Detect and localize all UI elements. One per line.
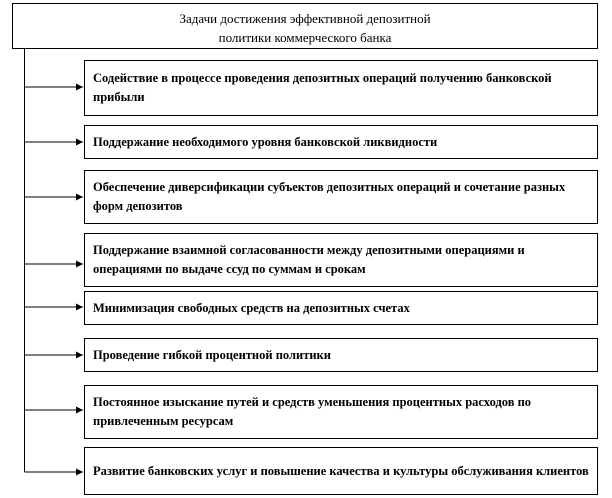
- task-box-free-funds: [84, 291, 598, 325]
- task-text-free-funds: Минимизация свободных средств на депозитных счетах: [93, 300, 410, 315]
- task-box-expense-reduction: [84, 385, 598, 439]
- diagram-title-line-2: политики коммерческого банка: [218, 30, 392, 45]
- task-box-interest-policy: [84, 338, 598, 372]
- task-text-interest-policy: Проведение гибкой процентной политики: [93, 347, 331, 362]
- task-box-diversification: [84, 170, 598, 224]
- diagram-title-line-1: Задачи достижения эффективной депозитной: [179, 11, 431, 26]
- task-box-profit: [84, 60, 598, 116]
- task-text-liquidity: Поддержание необходимого уровня банковской ликвидности: [93, 134, 438, 149]
- task-box-service-development: [84, 447, 598, 495]
- task-text-service-development: Развитие банковских услуг и повышение качества и культуры обслуживания клиентов: [93, 463, 589, 478]
- task-text-profit: Содействие в процессе проведения депозитных операций получению банковской прибыли: [93, 71, 552, 104]
- task-text-diversification: Обеспечение диверсификации субъектов депозитных операций и сочетание разных форм депозитов: [93, 180, 566, 213]
- task-text-expense-reduction: Постоянное изыскание путей и средств уменьшения процентных расходов по привлеченным ресурсам: [93, 395, 532, 428]
- task-box-coordination: [84, 233, 598, 287]
- task-box-liquidity: [84, 125, 598, 159]
- diagram-title-box: [12, 3, 598, 49]
- task-text-coordination: Поддержание взаимной согласованности между депозитными операциями и операциями по выдаче ссуд по суммам и срокам: [93, 243, 525, 276]
